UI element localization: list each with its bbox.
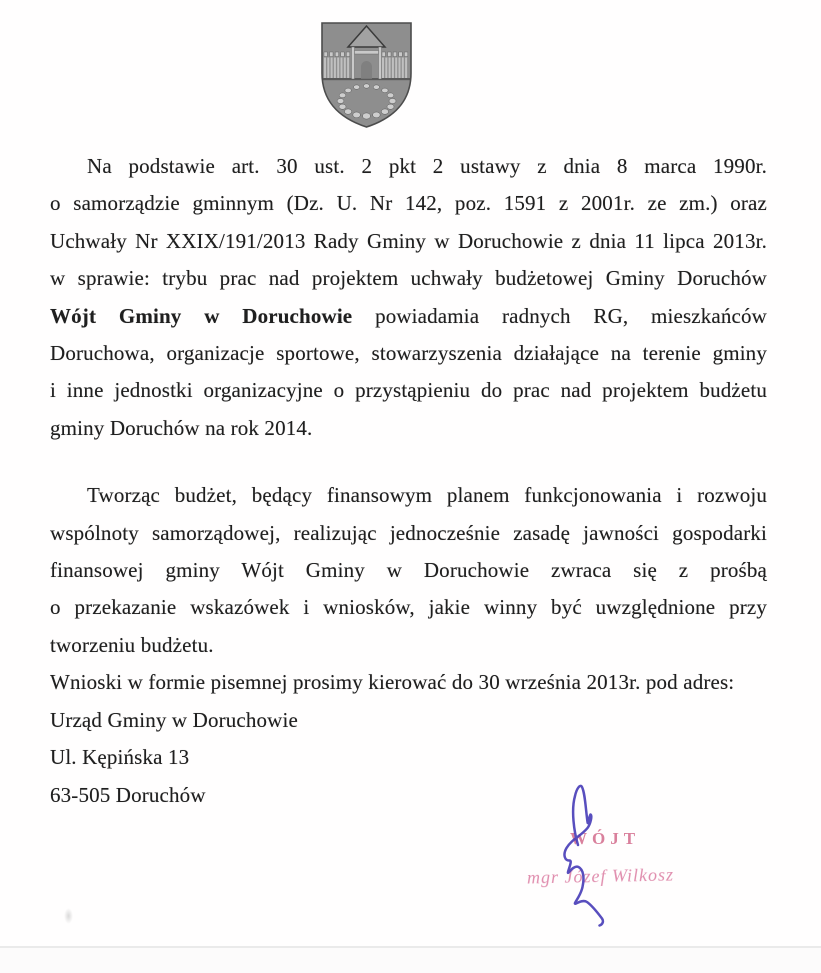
coat-of-arms [318, 21, 415, 130]
address-line-street: Ul. Kępińska 13 [50, 745, 190, 770]
text-line: Doruchowa, organizacje sportowe, stowarzyszenia działające na terenie gminy [50, 341, 767, 366]
issuer-bold-text: Wójt Gminy w Doruchowie [50, 303, 353, 328]
text-line: w sprawie: trybu prac nad projektem uchwały budżetowej Gminy Doruchów [50, 266, 767, 291]
coat-of-arms-graphic [318, 21, 415, 130]
scan-smudge [64, 908, 73, 924]
text-line-with-bold [50, 298, 767, 335]
text-line: finansowej gminy Wójt Gminy w Doruchowie zwraca się z prośbą [50, 558, 767, 583]
address-line-city: 63-505 Doruchów [50, 782, 206, 807]
text-line: o przekazanie wskazówek i wniosków, jakie winny być uwzględnione przy [50, 595, 767, 620]
text-segment: powiadamia radnych RG, mieszkańców [375, 303, 767, 328]
scan-bottom-area [0, 948, 821, 973]
text-line: o samorządzie gminnym (Dz. U. Nr 142, poz. 1591 z 2001r. ze zm.) oraz [50, 191, 767, 216]
signature-ink-stroke [564, 786, 602, 926]
stamp-title: WÓJT [570, 829, 641, 848]
paragraph-budget-request [50, 477, 767, 664]
text-line: Uchwały Nr XXIX/191/2013 Rady Gminy w Doruchowie z dnia 11 lipca 2013r. [50, 228, 767, 253]
text-line: gminy Doruchów na rok 2014. [50, 415, 313, 440]
submission-deadline-line: Wnioski w formie pisemnej prosimy kierować do 30 września 2013r. pod adres: [50, 670, 735, 695]
text-line: Tworząc budżet, będący finansowym planem funkcjonowania i rozwoju [87, 483, 767, 508]
paragraph-legal-basis [50, 148, 767, 447]
stamp-name: mgr Józef Wilkosz [526, 864, 675, 888]
text-line: tworzeniu budżetu. [50, 632, 214, 657]
text-line: i inne jednostki organizacyjne o przystąpieniu do prac nad projektem budżetu [50, 378, 767, 403]
text-line: wspólnoty samorządowej, realizując jednocześnie zasadę jawności gospodarki [50, 520, 767, 545]
address-line-institution: Urząd Gminy w Doruchowie [50, 707, 298, 732]
handwritten-signature [552, 782, 612, 930]
letter-body [50, 148, 767, 814]
text-line: Na podstawie art. 30 ust. 2 pkt 2 ustawy z dnia 8 marca 1990r. [87, 154, 767, 178]
